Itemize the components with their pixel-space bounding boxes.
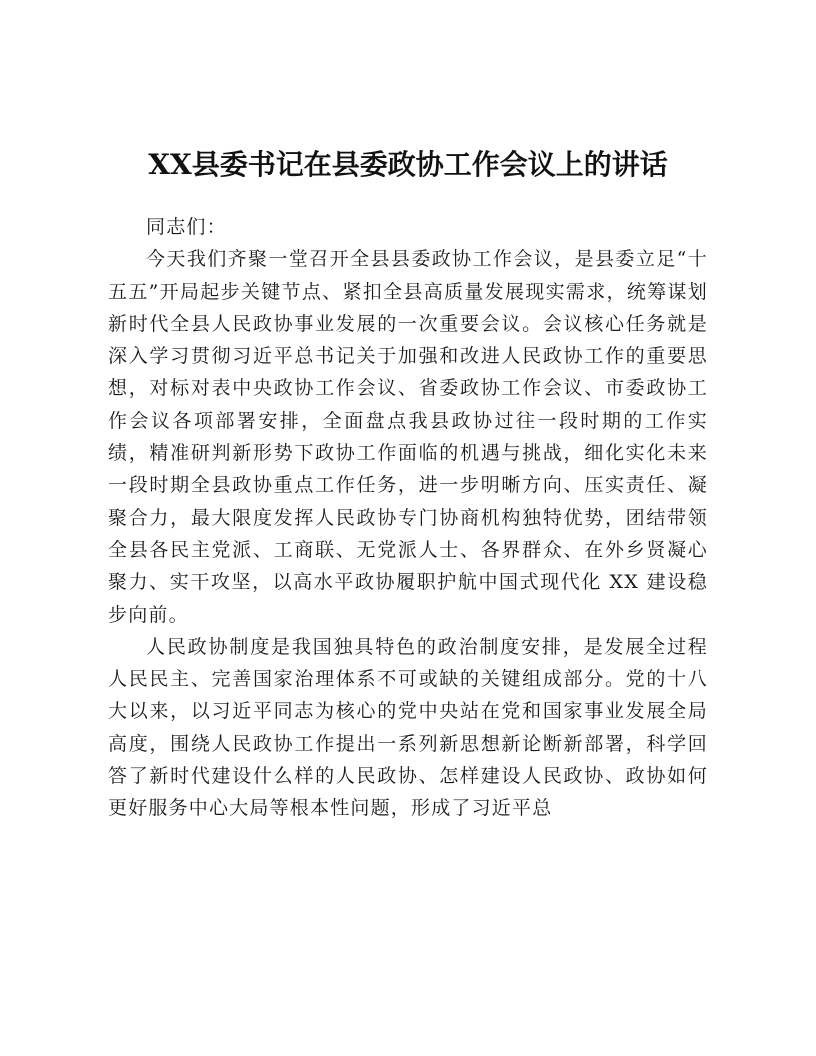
paragraph-2: 人民政协制度是我国独具特色的政治制度安排，是发展全过程人民民主、完善国家治理体系不可或缺的关键组成部分。党的十八大以来，以习近平同志为核心的党中央站在党和国家事业发展全局高度，围绕人民政协工作提出一系列新思想新论断新部署，科学回答了新时代建设什么样的人民政协、怎样建设人民政协、政协如何更好服务中心大局等根本性问题，形成了习近平总 [108,635,708,820]
document-body [108,211,708,825]
document-title: XX县委书记在县委政协工作会议上的讲话 [148,148,668,181]
paragraph-1: 今天我们齐聚一堂召开全县县委政协工作会议，是县委立足“十五五”开局起步关键节点、紧扣全县高质量发展现实需求，统筹谋划新时代全县人民政协事业发展的一次重要会议。会议核心任务就是深入学习贯彻习近平总书记关于加强和改进人民政协工作的重要思想，对标对表中央政协工作会议、省委政协工作会议、市委政协工作会议各项部署安排，全面盘点我县政协过往一段时期的工作实绩，精准研判新形势下政协工作面临的机遇与挑战，细化实化未来一段时期全县政协重点工作任务，进一步明晰方向、压实责任、凝聚合力，最大限度发挥人民政协专门协商机构独特优势，团结带领全县各民主党派、工商联、无党派人士、各界群众、在外乡贤凝心聚力、实干攻坚，以高水平政协履职护航中国式现代化 XX 建设稳步向前。 [108,248,708,626]
salutation: 同志们： [146,216,227,238]
